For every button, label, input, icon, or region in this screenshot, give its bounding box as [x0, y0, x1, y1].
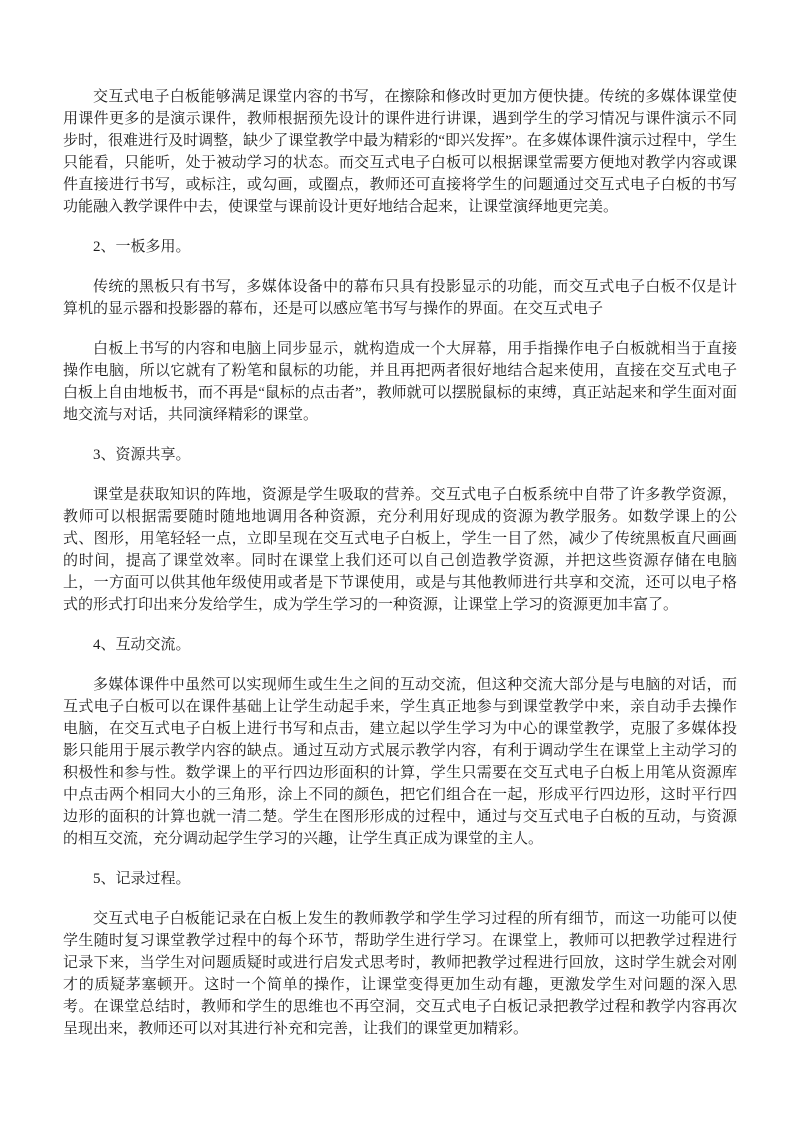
section-heading-4: 4、互动交流。 — [93, 637, 191, 653]
paragraph-record-process: 交互式电子白板能记录在白板上发生的教师教学和学生学习过程的所有细节，而这一功能可以使学生随时复习课堂教学过程中的每个环节，帮助学生进行学习。在课堂上，教师可以把教学过程进行记录下来，当学生对问题质疑时或进行启发式思考时，教师把教学过程进行回放，这时学生就会对刚才的质疑茅塞顿开。这时一个简单的操作，让课堂变得更加生动有趣，更激发学生对问题的深入思考。在课堂总结时，教师和学生的思维也不再空洞，交互式电子白板记录把教学过程和教学内容再次呈现出来，教师还可以对其进行补充和完善，让我们的课堂更加精彩。 — [63, 911, 737, 1037]
paragraph-board-multiuse-2: 白板上书写的内容和电脑上同步显示，就构造成一个大屏幕，用手指操作电子白板就相当于直接操作电脑，所以它就有了粉笔和鼠标的功能，并且再把两者很好地结合起来使用，直接在交互式电子白板上自由地板书，而不再是“鼠标的点击者”，教师就可以摆脱鼠标的束缚，真正站起来和学生面对面地交流与对话，共同演绎精彩的课堂。 — [63, 341, 737, 423]
section-heading-3: 3、资源共享。 — [93, 447, 191, 463]
section-heading-2: 2、一板多用。 — [93, 239, 191, 255]
section-heading-5: 5、记录过程。 — [93, 871, 191, 887]
paragraph-resource-sharing: 课堂是获取知识的阵地，资源是学生吸取的营养。交互式电子白板系统中自带了许多教学资源，教师可以根据需要随时随地地调用各种资源，充分利用好现成的资源为教学服务。如数学课上的公式、图形，用笔轻轻一点，立即呈现在交互式电子白板上，学生一目了然，减少了传统黑板直尺画画的时间，提高了课堂效率。同时在课堂上我们还可以自己创造教学资源，并把这些资源存储在电脑上，一方面可以供其他年级使用或者是下节课使用，或是与其他教师进行共享和交流，还可以电子格式的形式打印出来分发给学生，成为学生学习的一种资源，让课堂上学习的资源更加丰富了。 — [63, 487, 737, 613]
paragraph-board-multiuse-1: 传统的黑板只有书写，多媒体设备中的幕布只具有投影显示的功能，而交互式电子白板不仅是计算机的显示器和投影器的幕布，还是可以感应笔书写与操作的界面。在交互式电子 — [63, 279, 737, 317]
paragraph-interaction: 多媒体课件中虽然可以实现师生或生生之间的互动交流，但这种交流大部分是与电脑的对话，而互式电子白板可以在课件基础上让学生动起手来，学生真正地参与到课堂教学中来，亲自动手去操作电脑，在交互式电子白板上进行书写和点击，建立起以学生学习为中心的课堂教学，克服了多媒体投影只能用于展示教学内容的缺点。通过互动方式展示教学内容，有利于调动学生在课堂上主动学习的积极性和参与性。数学课上的平行四边形面积的计算，学生只需要在交互式电子白板上用笔从资源库中点击两个相同大小的三角形，涂上不同的颜色，把它们组合在一起，形成平行四边形，这时平行四边形的面积的计算也就一清二楚。学生在图形形成的过程中，通过与交互式电子白板的互动，与资源的相互交流，充分调动起学生学习的兴趣，让学生真正成为课堂的主人。 — [63, 677, 737, 847]
paragraph-intro: 交互式电子白板能够满足课堂内容的书写，在擦除和修改时更加方便快捷。传统的多媒体课堂使用课件更多的是演示课件，教师根据预先设计的课件进行讲课，遇到学生的学习情况与课件演示不同步时，很难进行及时调整，缺少了课堂教学中最为精彩的“即兴发挥”。在多媒体课件演示过程中，学生只能看，只能听，处于被动学习的状态。而交互式电子白板可以根据课堂需要方便地对教学内容或课件直接进行书写，或标注，或勾画，或圈点，教师还可直接将学生的问题通过交互式电子白板的书写功能融入教学课件中去，使课堂与课前设计更好地结合起来，让课堂演绎地更完美。 — [63, 89, 737, 215]
